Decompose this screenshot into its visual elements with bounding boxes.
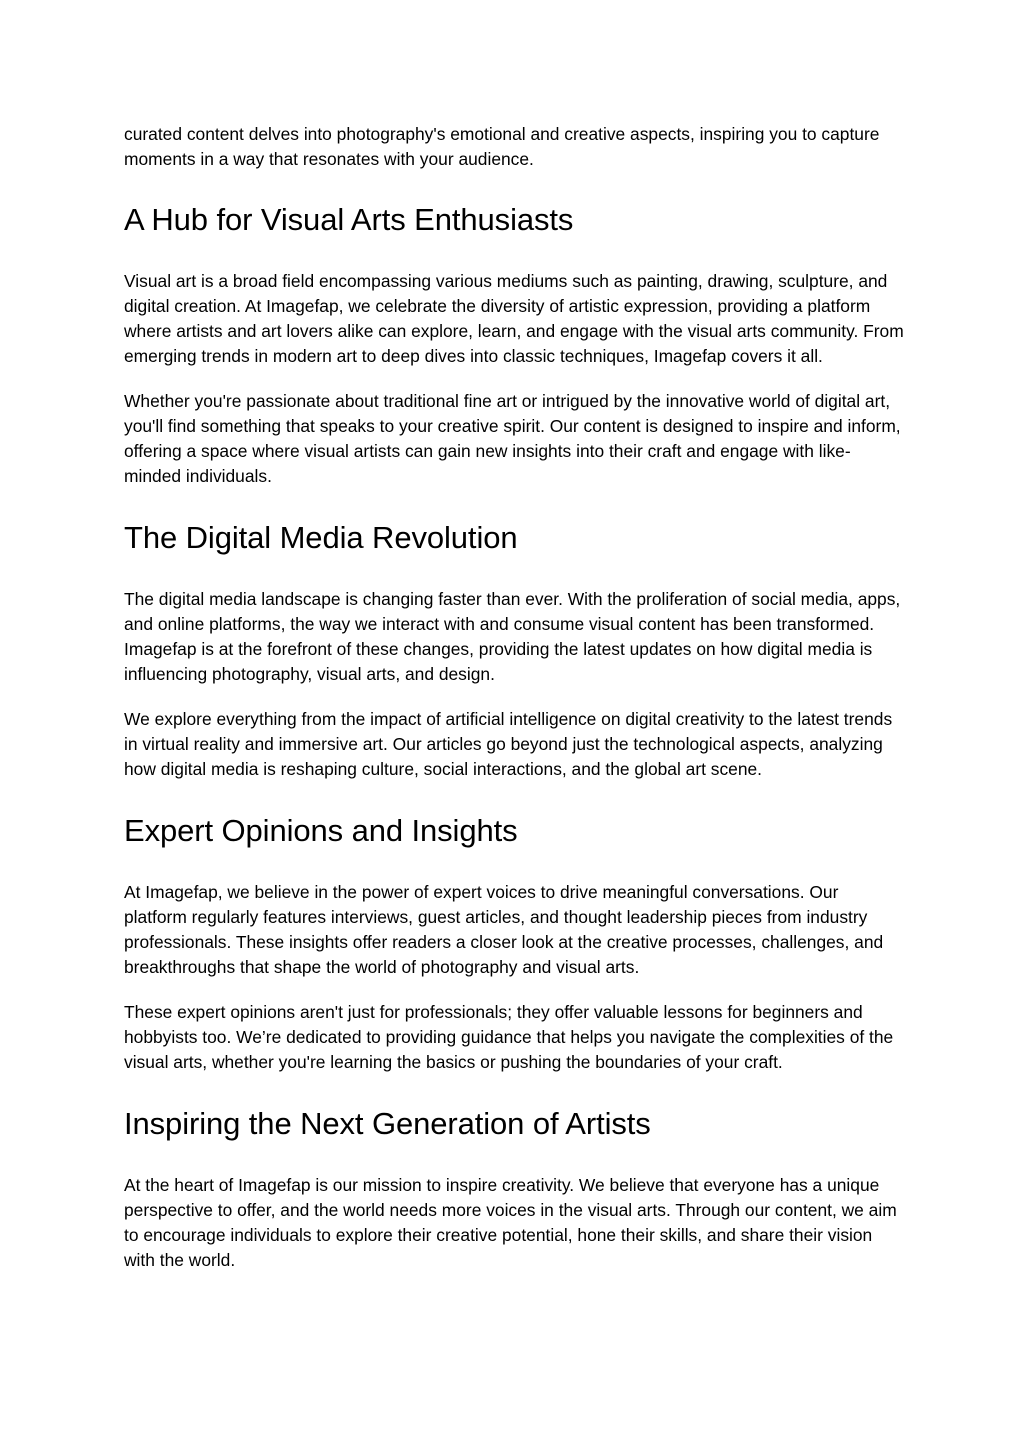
section-next-generation: [124, 1106, 904, 1273]
section-paragraph: At Imagefap, we believe in the power of expert voices to drive meaningful conversations. Our platform regularly features interviews, guest articles, and thought leadership pieces from industry professionals. These insights offer readers a closer look at the creative processes, challenges, and breakthroughs that shape the world of photography and visual arts.: [124, 882, 884, 977]
section-heading: The Digital Media Revolution: [124, 520, 518, 555]
section-paragraph: We explore everything from the impact of artificial intelligence on digital creativity to the latest trends in virtual reality and immersive art. Our articles go beyond just the technological aspects, analyzing how digital media is reshaping culture, social interactions, and the global art scene.: [124, 709, 893, 779]
section-paragraph: At the heart of Imagefap is our mission to inspire creativity. We believe that everyone has a unique perspective to offer, and the world needs more voices in the visual arts. Through our content, we aim to encourage individuals to explore their creative potential, hone their skills, and share their vision with the world.: [124, 1175, 897, 1270]
document-page: [124, 122, 904, 1304]
section-digital-media: [124, 520, 904, 782]
section-expert-opinions: [124, 813, 904, 1075]
section-heading: A Hub for Visual Arts Enthusiasts: [124, 202, 574, 237]
section-visual-arts: [124, 202, 904, 489]
section-heading: Inspiring the Next Generation of Artists: [124, 1106, 651, 1141]
section-paragraph: Whether you're passionate about traditional fine art or intrigued by the innovative world of digital art, you'll find something that speaks to your creative spirit. Our content is designed to inspire and inform, offering a space where visual artists can gain new insights into their craft and engage with like-minded individuals.: [124, 391, 901, 486]
section-paragraph: The digital media landscape is changing faster than ever. With the proliferation of social media, apps, and online platforms, the way we interact with and consume visual content has been transformed. Imagefap is at the forefront of these changes, providing the latest updates on how digital media is influencing photography, visual arts, and design.: [124, 589, 901, 684]
section-paragraph: Visual art is a broad field encompassing various mediums such as painting, drawing, sculpture, and digital creation. At Imagefap, we celebrate the diversity of artistic expression, providing a platform where artists and art lovers alike can explore, learn, and engage with the visual arts community. From emerging trends in modern art to deep dives into classic techniques, Imagefap covers it all.: [124, 271, 904, 366]
section-paragraph: These expert opinions aren't just for professionals; they offer valuable lessons for beginners and hobbyists too. We’re dedicated to providing guidance that helps you navigate the complexities of the visual arts, whether you're learning the basics or pushing the boundaries of your craft.: [124, 1002, 894, 1072]
intro-paragraph: curated content delves into photography's emotional and creative aspects, inspiring you to capture moments in a way that resonates with your audience.: [124, 124, 880, 169]
section-heading: Expert Opinions and Insights: [124, 813, 518, 848]
